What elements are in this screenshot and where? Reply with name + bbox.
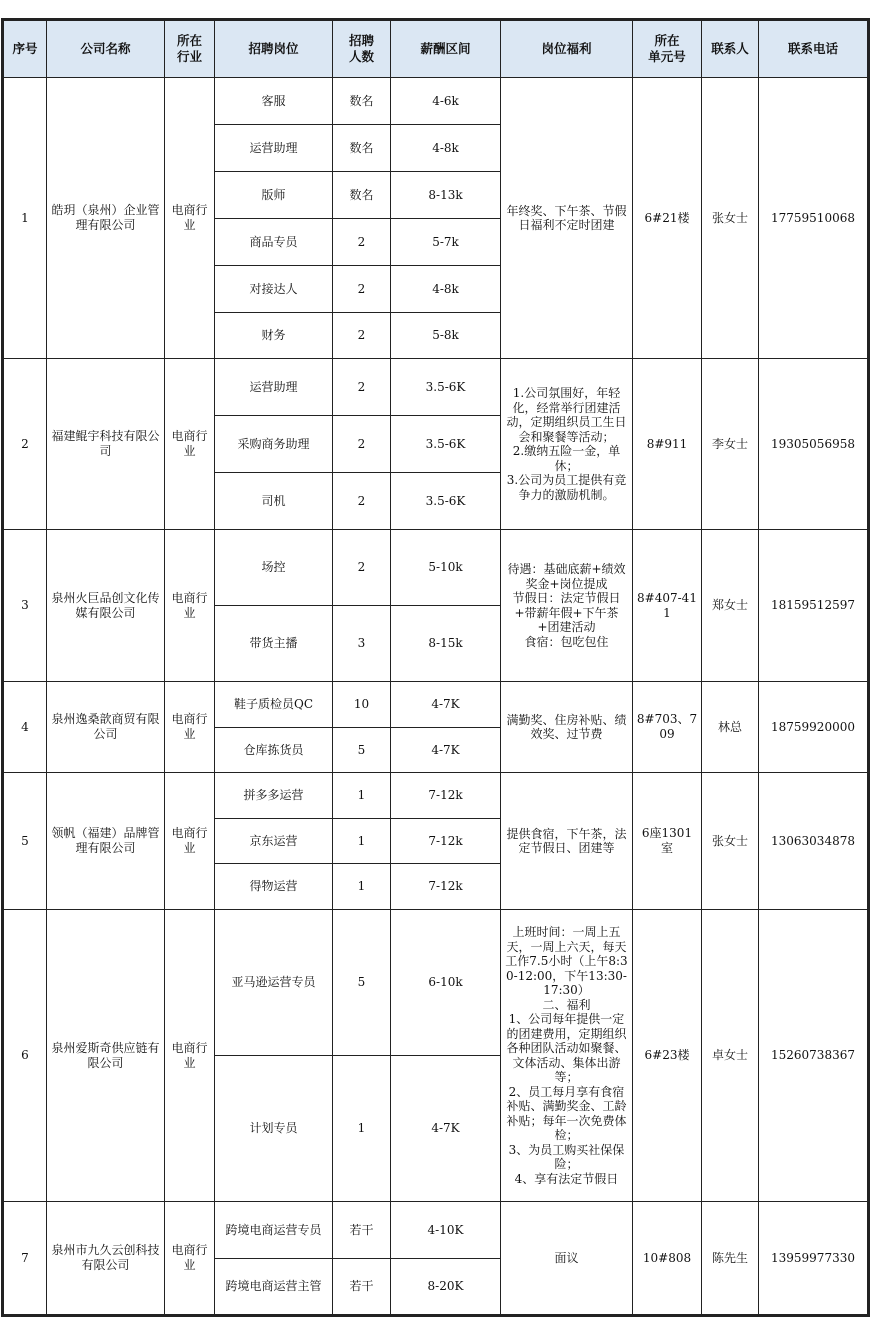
company-name-cell: 泉州爱斯奇供应链有限公司 [47,910,165,1202]
job-title-cell: 财务 [215,313,333,359]
company-name-cell: 泉州市九久云创科技有限公司 [47,1202,165,1315]
job-salary-cell: 3.5-6K [391,416,501,473]
contact-cell: 卓女士 [702,910,759,1202]
benefits-cell: 面议 [501,1202,633,1315]
phone-cell: 15260738367 [759,910,868,1202]
table-header-row [4,21,868,78]
table-row [4,1202,868,1259]
company-name-cell: 领帆（福建）品牌管理有限公司 [47,773,165,910]
seq-cell: 1 [4,78,47,359]
job-title-cell: 跨境电商运营主管 [215,1259,333,1315]
contact-cell: 林总 [702,682,759,773]
job-count-cell: 1 [333,864,391,910]
header-industry: 所在 行业 [165,21,215,78]
unit-cell: 8#703、709 [633,682,702,773]
job-count-cell: 10 [333,682,391,728]
job-salary-cell: 4-7K [391,682,501,728]
job-title-cell: 京东运营 [215,819,333,864]
job-count-cell: 若干 [333,1259,391,1315]
job-salary-cell: 6-10k [391,910,501,1056]
job-title-cell: 版师 [215,172,333,219]
header-benefits: 岗位福利 [501,21,633,78]
job-salary-cell: 4-7K [391,1056,501,1202]
table-row [4,773,868,819]
unit-cell: 6#23楼 [633,910,702,1202]
table-row [4,682,868,728]
table-body [4,78,868,1315]
header-unit: 所在 单元号 [633,21,702,78]
contact-cell: 张女士 [702,78,759,359]
unit-cell: 10#808 [633,1202,702,1315]
phone-cell: 18159512597 [759,530,868,682]
job-count-cell: 1 [333,1056,391,1202]
job-title-cell: 场控 [215,530,333,606]
job-count-cell: 2 [333,530,391,606]
header-phone: 联系电话 [759,21,868,78]
job-salary-cell: 4-8k [391,266,501,313]
seq-cell: 4 [4,682,47,773]
header-seq: 序号 [4,21,47,78]
table-row [4,530,868,606]
benefits-cell: 提供食宿，下午茶，法定节假日、团建等 [501,773,633,910]
job-count-cell: 数名 [333,172,391,219]
job-count-cell: 5 [333,910,391,1056]
job-title-cell: 拼多多运营 [215,773,333,819]
job-salary-cell: 7-12k [391,864,501,910]
phone-cell: 18759920000 [759,682,868,773]
benefits-cell: 满勤奖、住房补贴、绩效奖、过节费 [501,682,633,773]
job-salary-cell: 4-10K [391,1202,501,1259]
contact-cell: 陈先生 [702,1202,759,1315]
recruitment-table [3,20,868,1315]
job-salary-cell: 5-7k [391,219,501,266]
job-count-cell: 若干 [333,1202,391,1259]
header-salary: 薪酬区间 [391,21,501,78]
phone-cell: 13063034878 [759,773,868,910]
job-title-cell: 亚马逊运营专员 [215,910,333,1056]
job-count-cell: 1 [333,773,391,819]
job-title-cell: 跨境电商运营专员 [215,1202,333,1259]
benefits-cell: 年终奖、下午茶、节假日福利不定时团建 [501,78,633,359]
job-title-cell: 计划专员 [215,1056,333,1202]
unit-cell: 8#407-411 [633,530,702,682]
seq-cell: 5 [4,773,47,910]
industry-cell: 电商行业 [165,78,215,359]
job-salary-cell: 5-8k [391,313,501,359]
phone-cell: 13959977330 [759,1202,868,1315]
job-title-cell: 采购商务助理 [215,416,333,473]
phone-cell: 19305056958 [759,359,868,530]
job-title-cell: 司机 [215,473,333,530]
job-salary-cell: 5-10k [391,530,501,606]
job-title-cell: 鞋子质检员QC [215,682,333,728]
company-name-cell: 皓玥（泉州）企业管理有限公司 [47,78,165,359]
contact-cell: 李女士 [702,359,759,530]
job-count-cell: 数名 [333,125,391,172]
job-count-cell: 2 [333,219,391,266]
job-salary-cell: 4-6k [391,78,501,125]
table-row [4,78,868,125]
job-title-cell: 带货主播 [215,606,333,682]
job-title-cell: 对接达人 [215,266,333,313]
job-salary-cell: 4-7K [391,728,501,773]
job-salary-cell: 3.5-6K [391,359,501,416]
header-count: 招聘 人数 [333,21,391,78]
job-title-cell: 得物运营 [215,864,333,910]
job-count-cell: 3 [333,606,391,682]
seq-cell: 3 [4,530,47,682]
job-salary-cell: 7-12k [391,773,501,819]
header-company: 公司名称 [47,21,165,78]
job-count-cell: 2 [333,359,391,416]
job-salary-cell: 7-12k [391,819,501,864]
job-count-cell: 1 [333,819,391,864]
job-count-cell: 数名 [333,78,391,125]
job-salary-cell: 8-20K [391,1259,501,1315]
seq-cell: 7 [4,1202,47,1315]
contact-cell: 郑女士 [702,530,759,682]
job-title-cell: 运营助理 [215,359,333,416]
job-count-cell: 2 [333,416,391,473]
job-salary-cell: 8-15k [391,606,501,682]
job-count-cell: 2 [333,266,391,313]
header-contact: 联系人 [702,21,759,78]
benefits-cell: 待遇：基础底薪+绩效奖金+岗位提成 节假日：法定节假日+带薪年假+下午茶+团建活动 食宿：包吃包住 [501,530,633,682]
benefits-cell: 上班时间：一周上五天，一周上六天，每天工作7.5小时（上午8:30-12:00，下午13:30-17:30） 二、福利 1、公司每年提供一定的团建费用，定期组织各种团队活动如聚餐、文体活动、集体出游等； 2、员工每月享有食宿补贴、满勤奖金、工龄补贴；每年一次免费体检； 3、为员工购买社保保险； 4、享有法定节假日 [501,910,633,1202]
table-row [4,359,868,416]
unit-cell: 8#911 [633,359,702,530]
job-salary-cell: 3.5-6K [391,473,501,530]
industry-cell: 电商行业 [165,773,215,910]
company-name-cell: 泉州火巨品创文化传媒有限公司 [47,530,165,682]
job-count-cell: 2 [333,473,391,530]
job-salary-cell: 8-13k [391,172,501,219]
seq-cell: 6 [4,910,47,1202]
benefits-cell: 1.公司氛围好，年轻化，经常举行团建活动，定期组织员工生日会和聚餐等活动； 2.缴纳五险一金，单休； 3.公司为员工提供有竞争力的激励机制。 [501,359,633,530]
company-name-cell: 泉州逸桑歆商贸有限公司 [47,682,165,773]
industry-cell: 电商行业 [165,359,215,530]
job-title-cell: 商品专员 [215,219,333,266]
job-title-cell: 客服 [215,78,333,125]
header-position: 招聘岗位 [215,21,333,78]
job-title-cell: 运营助理 [215,125,333,172]
contact-cell: 张女士 [702,773,759,910]
industry-cell: 电商行业 [165,682,215,773]
table-row [4,910,868,1056]
industry-cell: 电商行业 [165,1202,215,1315]
job-count-cell: 2 [333,313,391,359]
phone-cell: 17759510068 [759,78,868,359]
industry-cell: 电商行业 [165,910,215,1202]
job-salary-cell: 4-8k [391,125,501,172]
unit-cell: 6#21楼 [633,78,702,359]
industry-cell: 电商行业 [165,530,215,682]
unit-cell: 6座1301室 [633,773,702,910]
company-name-cell: 福建鲲宇科技有限公司 [47,359,165,530]
job-count-cell: 5 [333,728,391,773]
job-title-cell: 仓库拣货员 [215,728,333,773]
seq-cell: 2 [4,359,47,530]
